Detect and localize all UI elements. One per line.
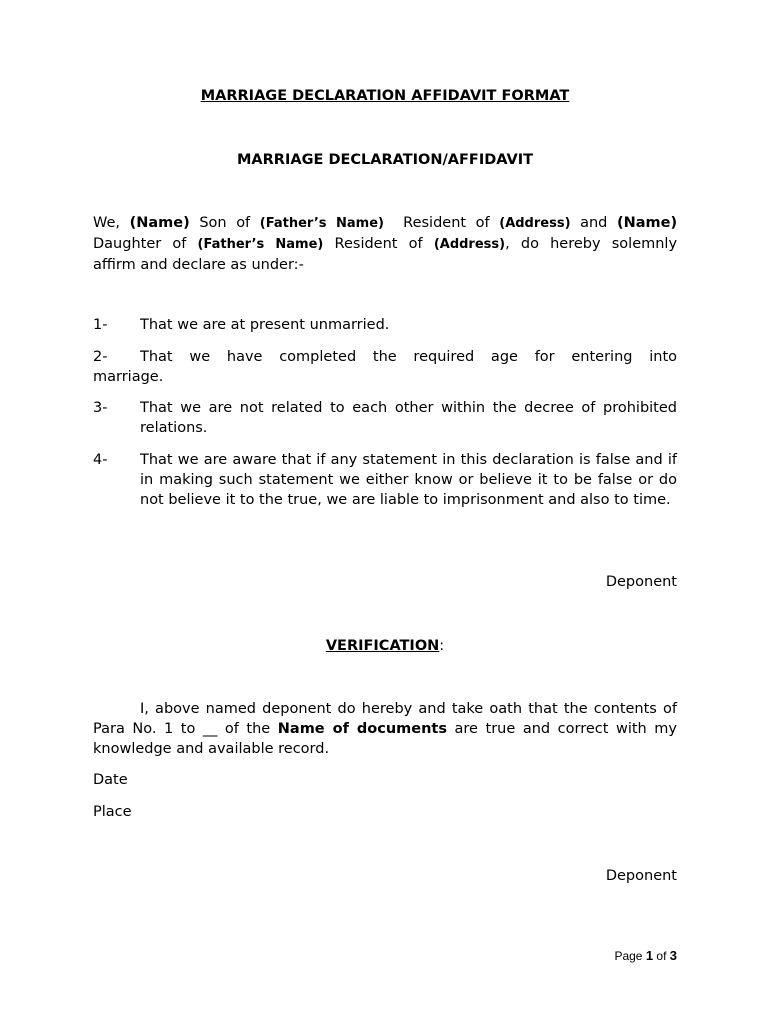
document-title: MARRIAGE DECLARATION AFFIDAVIT FORMAT (200, 88, 570, 104)
item-3-text: That we are not related to each other within the decree of prohibited relations. (140, 400, 677, 436)
deponent-label-1: Deponent (605, 574, 677, 590)
item-2 (93, 347, 677, 387)
verification-text-2: are true and correct with my knowledge and available record. (93, 721, 677, 757)
intro-resident-of-2: Resident of (334, 236, 423, 252)
item-4-number: 4- (93, 452, 108, 468)
verification-heading (0, 636, 770, 656)
intro-daughter-of: Daughter of (93, 236, 187, 252)
verification-title: VERIFICATION (325, 638, 440, 654)
intro-we: We, (93, 215, 121, 231)
intro-and: and (580, 215, 608, 231)
intro-line-1 (93, 213, 677, 234)
intro-name-2: (Name) (616, 215, 678, 231)
document-subtitle: MARRIAGE DECLARATION/AFFIDAVIT (236, 152, 533, 168)
intro-name-1: (Name) (129, 215, 190, 231)
intro-fathers-name-1: (Father’s Name) (259, 216, 384, 231)
item-1-number: 1- (93, 317, 108, 333)
footer-page-word: Page (614, 949, 643, 963)
verification-paragraph (93, 699, 677, 759)
intro-line-3: affirm and declare as under:- (93, 257, 304, 273)
footer-page-total: 3 (669, 948, 677, 963)
deponent-label-2: Deponent (605, 868, 677, 884)
item-1-text: That we are at present unmarried. (140, 317, 390, 333)
item-2-number: 2- (93, 349, 108, 365)
intro-paragraph (93, 213, 677, 275)
intro-line-2 (93, 234, 677, 255)
verification-text-1: I, above named deponent do hereby and take oath that the contents of Para No. 1 to __ of the (93, 701, 677, 737)
item-2-text-line-2: marriage. (93, 369, 164, 385)
footer-of-word: of (656, 949, 667, 963)
intro-son-of: Son of (199, 215, 251, 231)
intro-address-2: (Address) (433, 237, 506, 252)
intro-fathers-name-2: (Father’s Name) (197, 237, 324, 252)
item-3-number: 3- (93, 400, 108, 416)
footer-page-number: 1 (645, 948, 654, 963)
verification-colon: : (439, 638, 445, 654)
place-label: Place (93, 804, 132, 820)
item-2-text-line-1: That we have completed the required age for entering into (140, 349, 677, 365)
item-4-text: That we are aware that if any statement in this declaration is false and if in making such statement we either know or believe it to be false or do not believe it to the true, we are liable to imprisonment and also to time. (140, 452, 677, 508)
intro-address-1: (Address) (499, 216, 571, 231)
page-number-footer (614, 946, 677, 966)
item-2-line-1 (93, 347, 677, 367)
date-label: Date (93, 772, 128, 788)
intro-tail: , do hereby solemnly (505, 236, 678, 252)
intro-resident-of-1: Resident of (403, 215, 490, 231)
verification-document-name: Name of documents (277, 721, 447, 737)
